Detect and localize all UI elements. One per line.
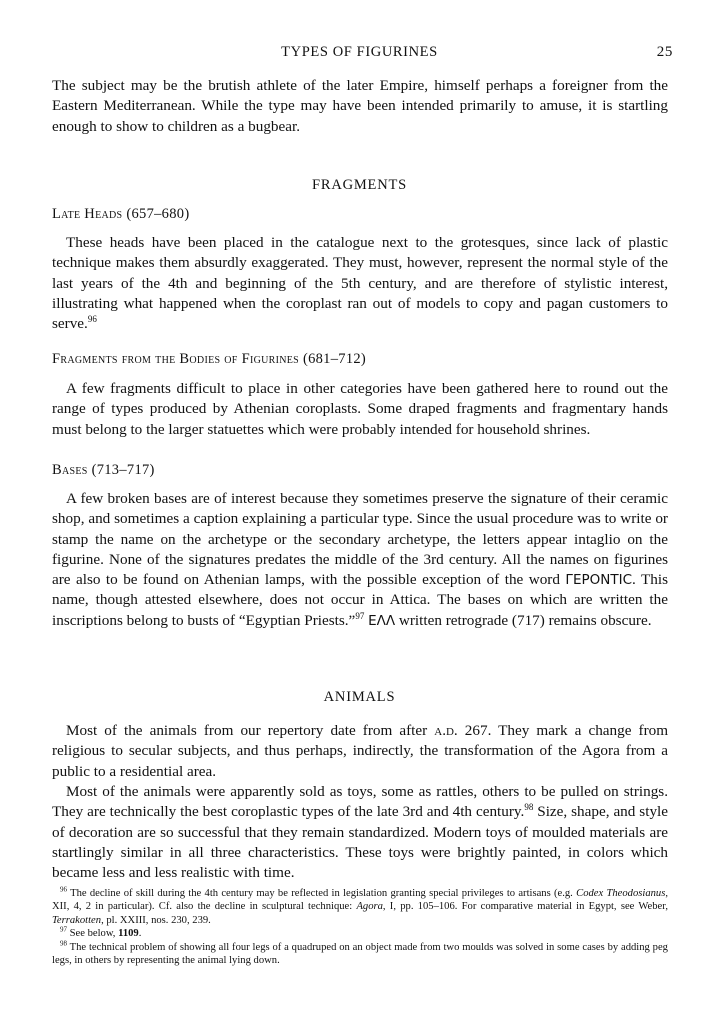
animals-paragraph-2 [52, 782, 668, 883]
bases-text-2: . This name, though attested elsewhere, does not occur in Attica. The bases on which are written the inscriptions belong to busts of “Egyptian Priests.” [52, 571, 668, 629]
footnote-97-text-c: . [138, 928, 142, 940]
footnote-ref-96: 96 [87, 314, 97, 325]
footnote-96-text-c: , XII, 4, 2 in particular). Cf. also the decline in sculptural technique: [52, 888, 668, 913]
footnote-96-text-g: , pl. XXIII, nos. 230, 239. [101, 914, 211, 926]
late-heads-text: These heads have been placed in the catalogue next to the grotesques, since lack of plastic technique makes them absurdly exaggerated. They must, however, represent the normal style of the last years of the 4th and beginning of the 5th century, and are therefore of stylistic interest, illustrating what happened when the coroplast ran out of models to copy and pagan customers to serve. [52, 234, 668, 333]
bodies-paragraph [52, 379, 668, 440]
footnote-96-text-a: The decline of skill during the 4th century may be reflected in legislation granting special privileges to artisans (e.g. [70, 888, 573, 899]
footnote-ref-97: 97 [355, 610, 365, 621]
page-number: 25 [656, 44, 673, 60]
greek-word-geronti: ΓΕΡΟΝΤΙC [565, 572, 632, 589]
late-heads-paragraph [52, 233, 668, 334]
footnote-96-codex: Codex Theodosianus [576, 888, 666, 899]
subhead-late-heads-label: Late Heads [52, 206, 123, 222]
bases-paragraph [52, 489, 668, 631]
subhead-bases-label: Bases [52, 462, 88, 478]
bases-text-3: written retrograde (717) remains obscure. [398, 611, 652, 629]
footnote-96 [52, 887, 668, 927]
greek-retrograde: ΕΛΛ [368, 612, 396, 629]
footnote-97 [52, 927, 668, 940]
footnotes [52, 887, 668, 967]
intro-paragraph [52, 76, 668, 137]
animals-p2-b: Size, shape, and style of decoration are so successful that they remain standardized. Modern toys of moulded materials are startlingly similar in all three characteristics. These toys were brightly painted, in colors which became less and less realistic with time. [52, 803, 668, 882]
subhead-late-heads-range: (657–680) [126, 206, 190, 222]
footnote-96-terrakotten: Terrakotten [52, 914, 102, 926]
bases-text-1: A few broken bases are of interest because they sometimes preserve the signature of their ceramic shop, and sometimes a caption explaining a particular type. Since the usual procedure was to write or stamp the name on the archetype or the secondary archetype, the letters appear intaglio on the figurine. None of the signatures predates the middle of the 3rd century. All the names on figurines are also to be found on Athenian lamps, with the possible exception of the word [52, 490, 668, 589]
intro-text: The subject may be the brutish athlete of the later Empire, himself perhaps a foreigner from the Eastern Mediterranean. While the type may have been intended primarily to amuse, it is startling enough to show to children as a bugbear. [52, 77, 668, 135]
bodies-text: A few fragments difficult to place in other categories have been gathered here to round out the range of types produced by Athenian coroplasts. Some draped fragments and fragmentary hands must belong to the larger statuettes which were probably intended for household shrines. [52, 380, 668, 438]
footnote-98 [52, 941, 668, 968]
subhead-bases-range: (713–717) [91, 462, 155, 478]
footnote-96-agora: Agora [356, 901, 383, 913]
subhead-bases [52, 462, 155, 479]
footnote-98-num: 98 [60, 939, 67, 948]
footnote-96-text-e: , I, pp. 105–106. For comparative material in Egypt, see Weber, [382, 901, 668, 913]
footnote-96-num: 96 [60, 885, 67, 894]
section-title-fragments: FRAGMENTS [311, 177, 408, 193]
footnote-98-text: The technical problem of showing all four legs of a quadruped on an object made from two moulds was solved in some cases by adding peg legs, in others by representing the animal lying down. [52, 941, 668, 967]
footnote-97-num: 97 [60, 925, 67, 934]
section-title-animals: ANIMALS [323, 689, 396, 705]
animals-p2-a: Most of the animals were apparently sold as toys, some as rattles, others to be pulled on strings. They are technically the best coroplastic types of the late 3rd and 4th century. [52, 783, 668, 821]
subhead-bodies [52, 351, 366, 368]
footnote-97-text-a: See below, [69, 928, 116, 940]
running-title: TYPES OF FIGURINES [281, 44, 438, 60]
animals-p1-ad: a.d. [434, 722, 458, 739]
footnote-97-ref: 1109 [118, 928, 139, 940]
animals-p1-a: Most of the animals from our repertory date from after [66, 722, 428, 739]
subhead-bodies-label: Fragments from the Bodies of Figurines [52, 351, 300, 367]
subhead-late-heads [52, 206, 189, 223]
footnote-ref-98: 98 [524, 802, 534, 813]
subhead-bodies-range: (681–712) [302, 351, 367, 367]
animals-p1-b: 267. They mark a change from religious to secular subjects, and thus perhaps, indirectly, the transformation of the Agora from a public to a residential area. [52, 722, 669, 780]
animals-paragraph-1 [52, 721, 668, 782]
